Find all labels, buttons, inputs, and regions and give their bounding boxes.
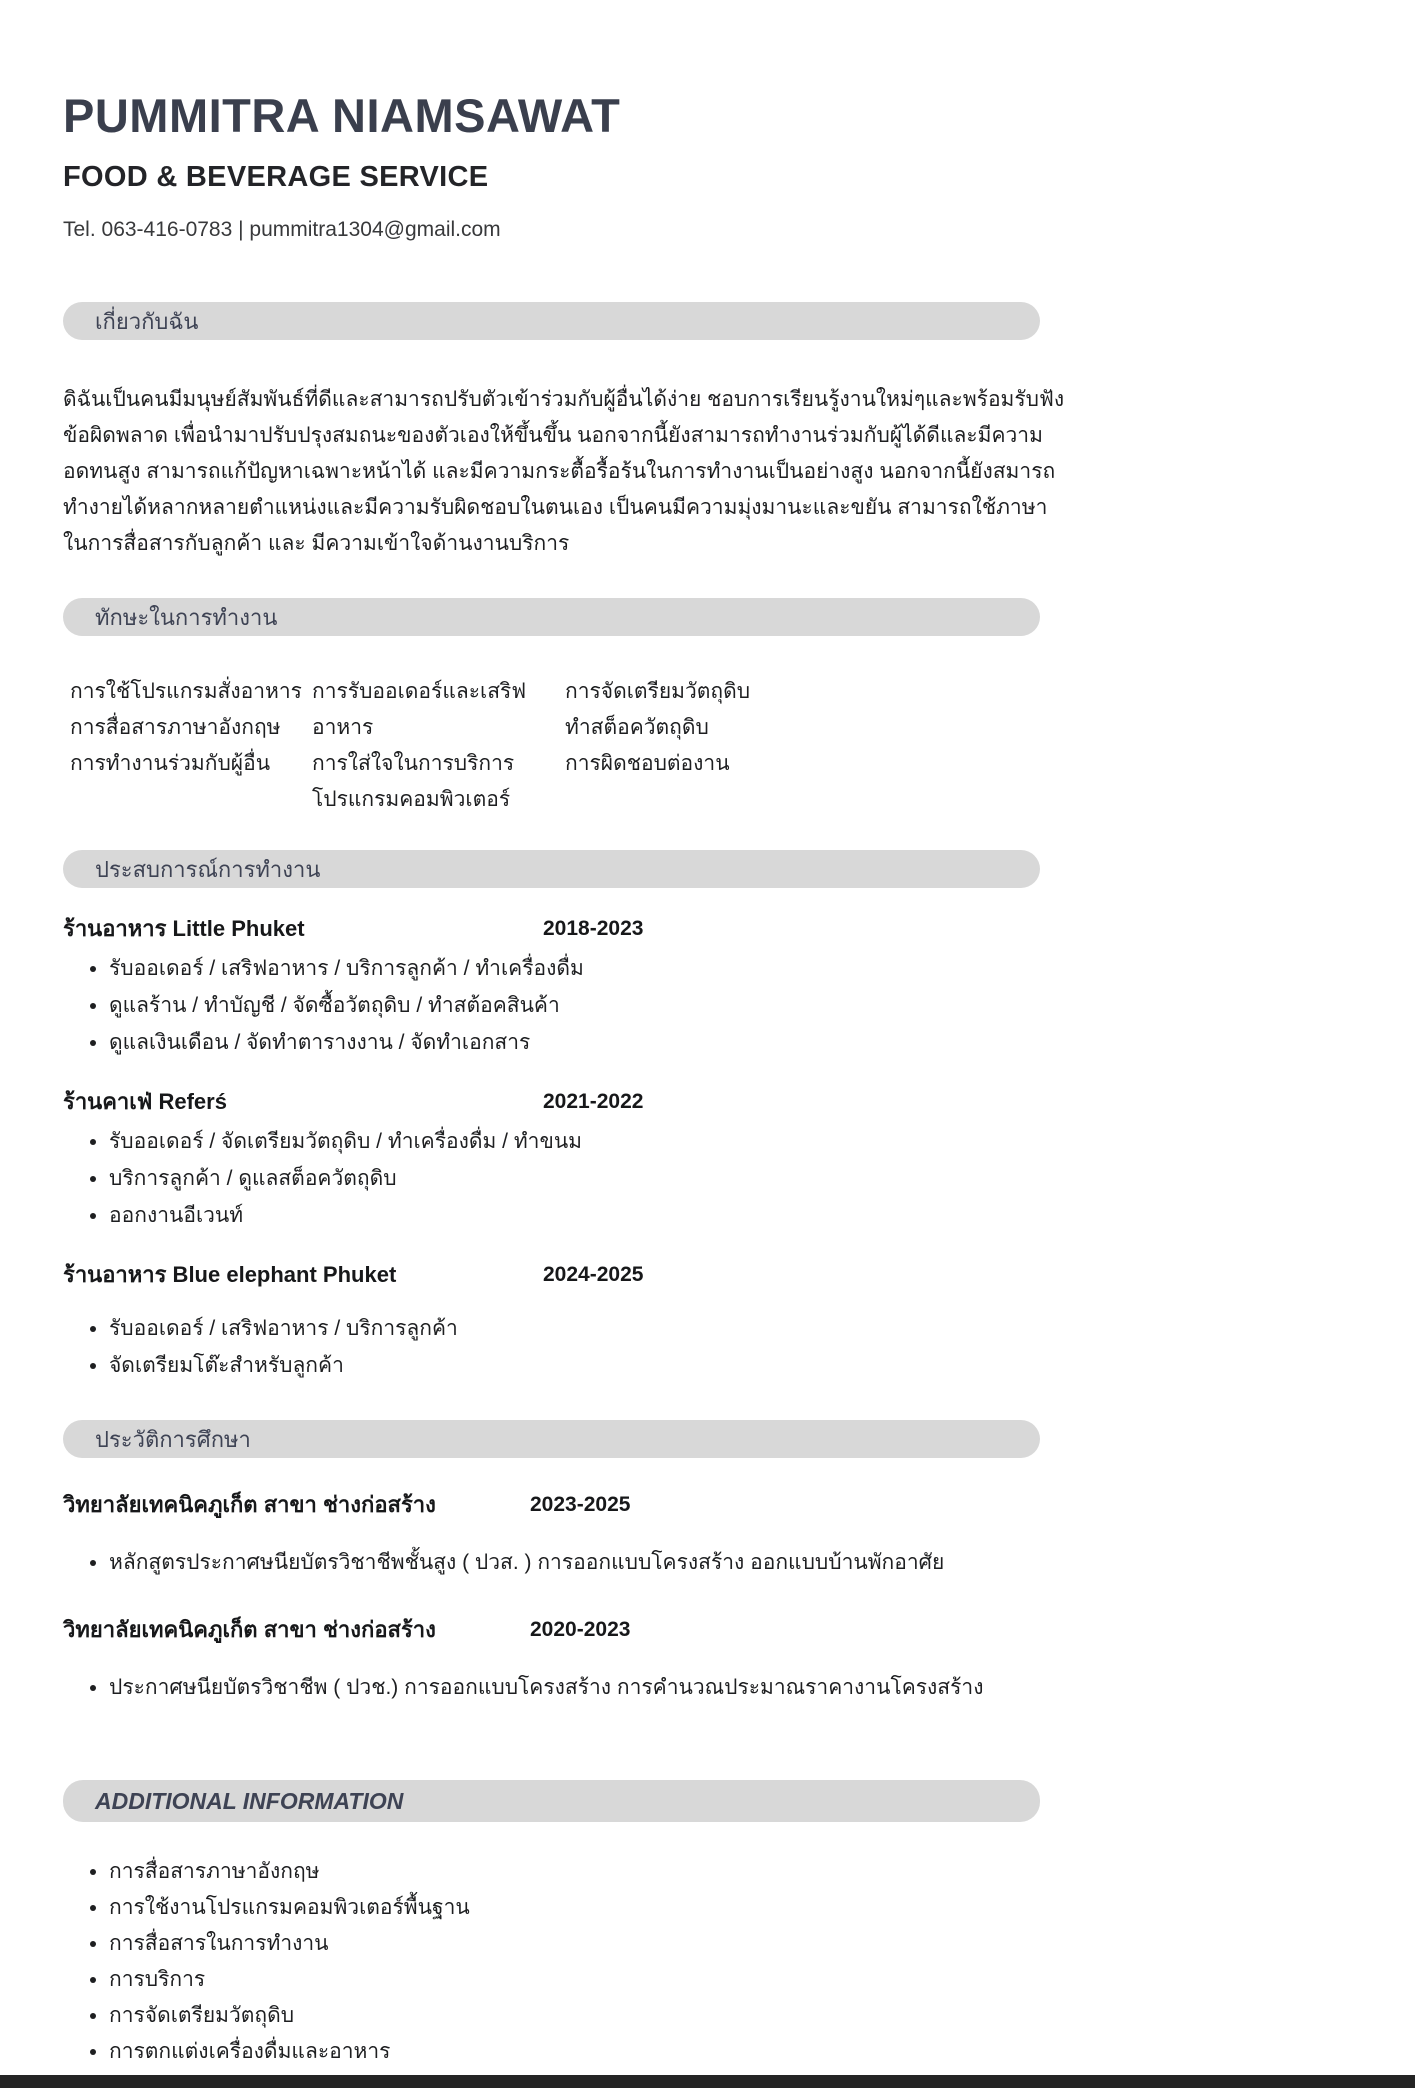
experience-dates: 2018-2023 — [543, 917, 644, 940]
page-bottom-edge — [0, 2075, 1415, 2088]
skill-item: การทำงานร่วมกับผู้อื่น — [70, 752, 271, 775]
skill-item: การรับออเดอร์และเสริฟอาหาร — [312, 680, 527, 739]
contact-line: Tel. 063-416-0783 | pummitra1304@gmail.com — [63, 218, 501, 241]
education-dates: 2023-2025 — [530, 1493, 631, 1516]
education-bullet: • หลักสูตรประกาศษนียบัตรวิชาชีพชั้นสูง ( ปวส. ) การออกแบบโครงสร้าง ออกแบบบ้านพักอาศัย — [109, 1544, 1063, 1581]
skill-item: การใช้โปรแกรมสั่งอาหาร — [70, 680, 302, 703]
skill-item: ทำสต็อควัตถุดิบ — [565, 716, 709, 739]
additional-item: • การใช้งานโปรแกรมคอมพิวเตอร์พื้นฐาน — [109, 1890, 1063, 1926]
skill-item: การจัดเตรียมวัตถุดิบ — [565, 680, 751, 703]
experience-dates: 2024-2025 — [543, 1263, 644, 1286]
person-name: PUMMITRA NIAMSAWAT — [63, 89, 621, 142]
experience-title: ร้านอาหาร Little Phuket — [63, 916, 305, 941]
experience-entry — [63, 1087, 1063, 1234]
experience-bullet-list — [63, 950, 1063, 1061]
additional-item: • การสื่อสารในการทำงาน — [109, 1926, 1063, 1962]
skill-item: การใส่ใจในการบริการ — [312, 752, 515, 775]
education-dates: 2020-2023 — [530, 1618, 631, 1641]
experience-entry-header — [63, 1087, 1063, 1117]
education-entry-header — [63, 1615, 1063, 1645]
education-entry-header — [63, 1490, 1063, 1520]
resume-page — [0, 88, 1415, 2088]
experience-section — [63, 914, 1063, 1384]
skills-column — [70, 674, 312, 818]
additional-list — [63, 1854, 1063, 2070]
skill-item: โปรแกรมคอมพิวเตอร์ — [312, 788, 511, 811]
skills-column — [565, 674, 1063, 818]
education-entry — [63, 1490, 1063, 1581]
experience-bullet: • รับออเดอร์ / เสริฟอาหาร / บริการลูกค้า / ทำเครื่องดื่ม — [109, 950, 1063, 987]
experience-entry-header — [63, 914, 1063, 944]
additional-item: • การบริการ — [109, 1962, 1063, 1998]
education-bullet-list — [63, 1544, 1063, 1581]
experience-dates: 2021-2022 — [543, 1090, 644, 1113]
experience-bullet: • รับออเดอร์ / จัดเตรียมวัตถุดิบ / ทำเครื่องดื่ม / ทำขนม — [109, 1123, 1063, 1160]
section-heading-experience: ประสบการณ์การทำงาน — [63, 850, 1040, 888]
education-entry — [63, 1615, 1063, 1706]
experience-bullet: • บริการลูกค้า / ดูแลสต็อควัตถุดิบ — [109, 1160, 1063, 1197]
skills-grid — [63, 674, 1063, 818]
experience-entry-header — [63, 1260, 1063, 1290]
additional-section — [63, 1854, 1063, 2070]
additional-item: • การจัดเตรียมวัตถุดิบ — [109, 1998, 1063, 2034]
skills-column — [312, 674, 565, 818]
education-title: วิทยาลัยเทคนิคภูเก็ต สาขา ช่างก่อสร้าง — [63, 1617, 436, 1642]
section-heading-education: ประวัติการศึกษา — [63, 1420, 1040, 1458]
about-text: ดิฉันเป็นคนมีมนุษย์สัมพันธ์ที่ดีและสามารถปรับตัวเข้าร่วมกับผู้อื่นได้ง่าย ชอบการเรียนรู้งานใหม่ๆและพร้อมรับฟังข้อผิดพลาด เพื่อนำมาปรับปรุงสมถนะของตัวเองให้ขึ้นขึ้น นอกจากนี้ยังสามารถทำงานร่วมกับผู้ได้ดีและมีความอดทนสูง สามารถแก้ปัญหาเฉพาะหน้าได้ และมีความกระตื้อรื้อร้นในการทำงานเป็นอย่างสูง นอกจากนี้ยังสมารถทำงายได้หลากหลายตำแหน่งและมีความรับผิดชอบในตนเอง เป็นคนมีความมุ่งมานะและขยัน สามารถใช้ภาษาในการสื่อสารกับลูกค้า และ มีความเข้าใจด้านงานบริการ — [63, 388, 1065, 555]
education-bullet-list — [63, 1669, 1063, 1706]
experience-bullet-list — [63, 1123, 1063, 1234]
education-title: วิทยาลัยเทคนิคภูเก็ต สาขา ช่างก่อสร้าง — [63, 1492, 436, 1517]
job-title: FOOD & BEVERAGE SERVICE — [63, 161, 489, 193]
experience-bullet-list — [63, 1310, 1063, 1384]
section-heading-skills: ทักษะในการทำงาน — [63, 598, 1040, 636]
skill-item: การสื่อสารภาษาอังกฤษ — [70, 716, 281, 739]
experience-bullet: • ออกงานอีเวนท์ — [109, 1197, 1063, 1234]
section-heading-about: เกี่ยวกับฉัน — [63, 302, 1040, 340]
education-section — [63, 1490, 1063, 1706]
experience-entry — [63, 914, 1063, 1061]
experience-entry — [63, 1260, 1063, 1384]
experience-bullet: • รับออเดอร์ / เสริฟอาหาร / บริการลูกค้า — [109, 1310, 1063, 1347]
education-bullet: • ประกาศษนียบัตรวิชาชีพ ( ปวช.) การออกแบบโครงสร้าง การคำนวณประมาณราคางานโครงสร้าง — [109, 1669, 1063, 1706]
experience-title: ร้านอาหาร Blue elephant Phuket — [63, 1262, 397, 1287]
additional-item: • การตกแต่งเครื่องดื่มและอาหาร — [109, 2034, 1063, 2070]
experience-title: ร้านคาเฟ่ Referś — [63, 1089, 227, 1114]
skill-item: การผิดชอบต่องาน — [565, 752, 730, 775]
additional-item: • การสื่อสารภาษาอังกฤษ — [109, 1854, 1063, 1890]
section-heading-additional: ADDITIONAL INFORMATION — [63, 1780, 1040, 1822]
experience-bullet: • ดูแลเงินเดือน / จัดทำตารางงาน / จัดทำเอกสาร — [109, 1024, 1063, 1061]
experience-bullet: • ดูแลร้าน / ทำบัญชี / จัดซื้อวัตถุดิบ / ทำสต้อคสินค้า — [109, 987, 1063, 1024]
experience-bullet: • จัดเตรียมโต๊ะสำหรับลูกค้า — [109, 1347, 1063, 1384]
